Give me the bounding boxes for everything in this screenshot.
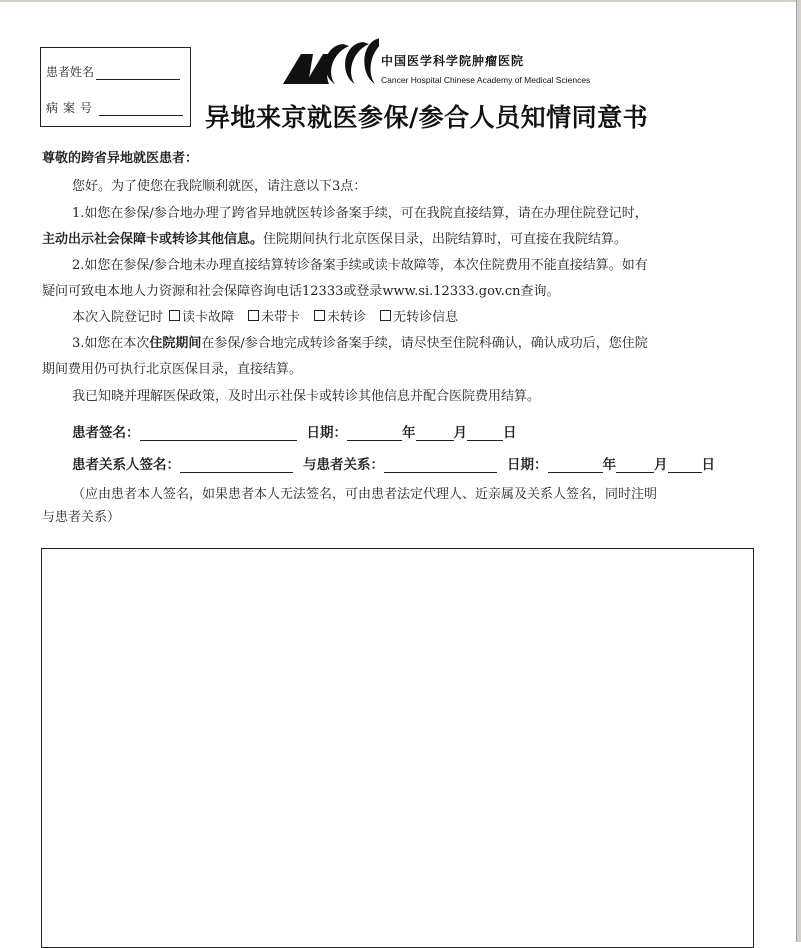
item1-bold-text: 主动出示社会保障卡或转诊其他信息。 xyxy=(42,232,264,247)
admission-checks xyxy=(72,306,472,325)
date-label: 日期： xyxy=(507,457,548,473)
relative-signature-row xyxy=(72,453,715,473)
page-right-edge xyxy=(796,0,801,942)
checkbox[interactable] xyxy=(314,310,325,321)
year-label: 年 xyxy=(602,457,616,473)
day-label: 日 xyxy=(503,425,517,441)
page-title: 异地来京就医参保/参合人员知情同意书 xyxy=(205,103,649,132)
patient-signature-row xyxy=(72,421,517,441)
relative-signature-field[interactable] xyxy=(180,457,293,473)
date-label: 日期： xyxy=(306,425,347,441)
case-number-label: 病案号 xyxy=(46,101,98,115)
patient-info-box xyxy=(40,47,191,127)
patient-signature-field[interactable] xyxy=(140,425,297,441)
greeting: 尊敬的跨省异地就医患者： xyxy=(42,151,199,166)
note-line1: （应由患者本人签名，如果患者本人无法签名，可由患者法定代理人、近亲属及关系人签名，同时注明 xyxy=(72,487,658,502)
note-line2: 与患者关系） xyxy=(42,510,121,525)
check-label: 无转诊信息 xyxy=(393,310,459,325)
relation-label: 与患者关系： xyxy=(303,457,384,473)
item3-pre: 3.如您在本次 xyxy=(72,336,150,351)
item3-bold: 住院期间 xyxy=(149,336,202,351)
patient-signature-label: 患者签名： xyxy=(72,425,140,441)
intro-text: 您好。为了使您在我院顺利就医，请注意以下3点： xyxy=(72,179,367,194)
check-card-fault[interactable] xyxy=(169,306,234,325)
check-no-referral[interactable] xyxy=(314,306,366,325)
acknowledge-text: 我已知晓并理解医保政策，及时出示社保卡或转诊其他信息并配合医院费用结算。 xyxy=(72,389,541,404)
year-label: 年 xyxy=(402,425,416,441)
hospital-name-cn: 中国医学科学院肿瘤医院 xyxy=(381,54,525,68)
checkbox[interactable] xyxy=(248,310,259,321)
relative-signature-label: 患者关系人签名： xyxy=(72,457,180,473)
item2-line2: 疑问可致电本地人力资源和社会保障咨询电话12333或登录www.si.12333.gov.cn查询。 xyxy=(42,284,560,299)
check-label: 未转诊 xyxy=(327,310,367,325)
month-label: 月 xyxy=(654,457,668,473)
day-label: 日 xyxy=(701,457,715,473)
checkbox[interactable] xyxy=(169,310,180,321)
item1-line2 xyxy=(42,228,627,247)
item1-line1: 1.如您在参保/参合地办理了跨省异地就医转诊备案手续，可在我院直接结算，请在办理住院登记时， xyxy=(72,206,648,221)
case-number-row xyxy=(46,99,183,116)
checkbox[interactable] xyxy=(380,310,391,321)
hospital-name-en: Cancer Hospital Chinese Academy of Medical Sciences xyxy=(381,75,591,85)
item3-line1 xyxy=(72,332,648,351)
blank-bordered-area xyxy=(41,548,754,948)
year-field[interactable] xyxy=(347,425,402,441)
day-field[interactable] xyxy=(668,457,702,473)
month-label: 月 xyxy=(453,425,467,441)
item1-rest-text: 住院期间执行北京医保目录，出院结算时，可直接在我院结算。 xyxy=(263,232,628,247)
check-label: 未带卡 xyxy=(261,310,301,325)
patient-name-field[interactable] xyxy=(96,65,180,80)
item3-line2: 期间费用仍可执行北京医保目录，直接结算。 xyxy=(42,362,303,377)
item3-post: 在参保/参合地完成转诊备案手续，请尽快至住院科确认，确认成功后，您住院 xyxy=(201,336,648,351)
hospital-logo xyxy=(283,30,623,88)
checks-label: 本次入院登记时 xyxy=(72,310,164,325)
patient-name-row xyxy=(46,63,180,80)
day-field[interactable] xyxy=(467,425,503,441)
check-no-referral-info[interactable] xyxy=(380,306,458,325)
year-field[interactable] xyxy=(548,457,603,473)
item2-line1: 2.如您在参保/参合地未办理直接结算转诊备案手续或读卡故障等，本次住院费用不能直接结算。如有 xyxy=(72,258,648,273)
month-field[interactable] xyxy=(416,425,454,441)
page-top-edge xyxy=(0,0,801,2)
month-field[interactable] xyxy=(616,457,654,473)
relation-field[interactable] xyxy=(384,457,497,473)
check-label: 读卡故障 xyxy=(182,310,235,325)
case-number-field[interactable] xyxy=(99,101,183,116)
patient-name-label: 患者姓名 xyxy=(46,65,95,79)
check-no-card[interactable] xyxy=(248,306,300,325)
hospital-logo-icon xyxy=(283,30,379,88)
